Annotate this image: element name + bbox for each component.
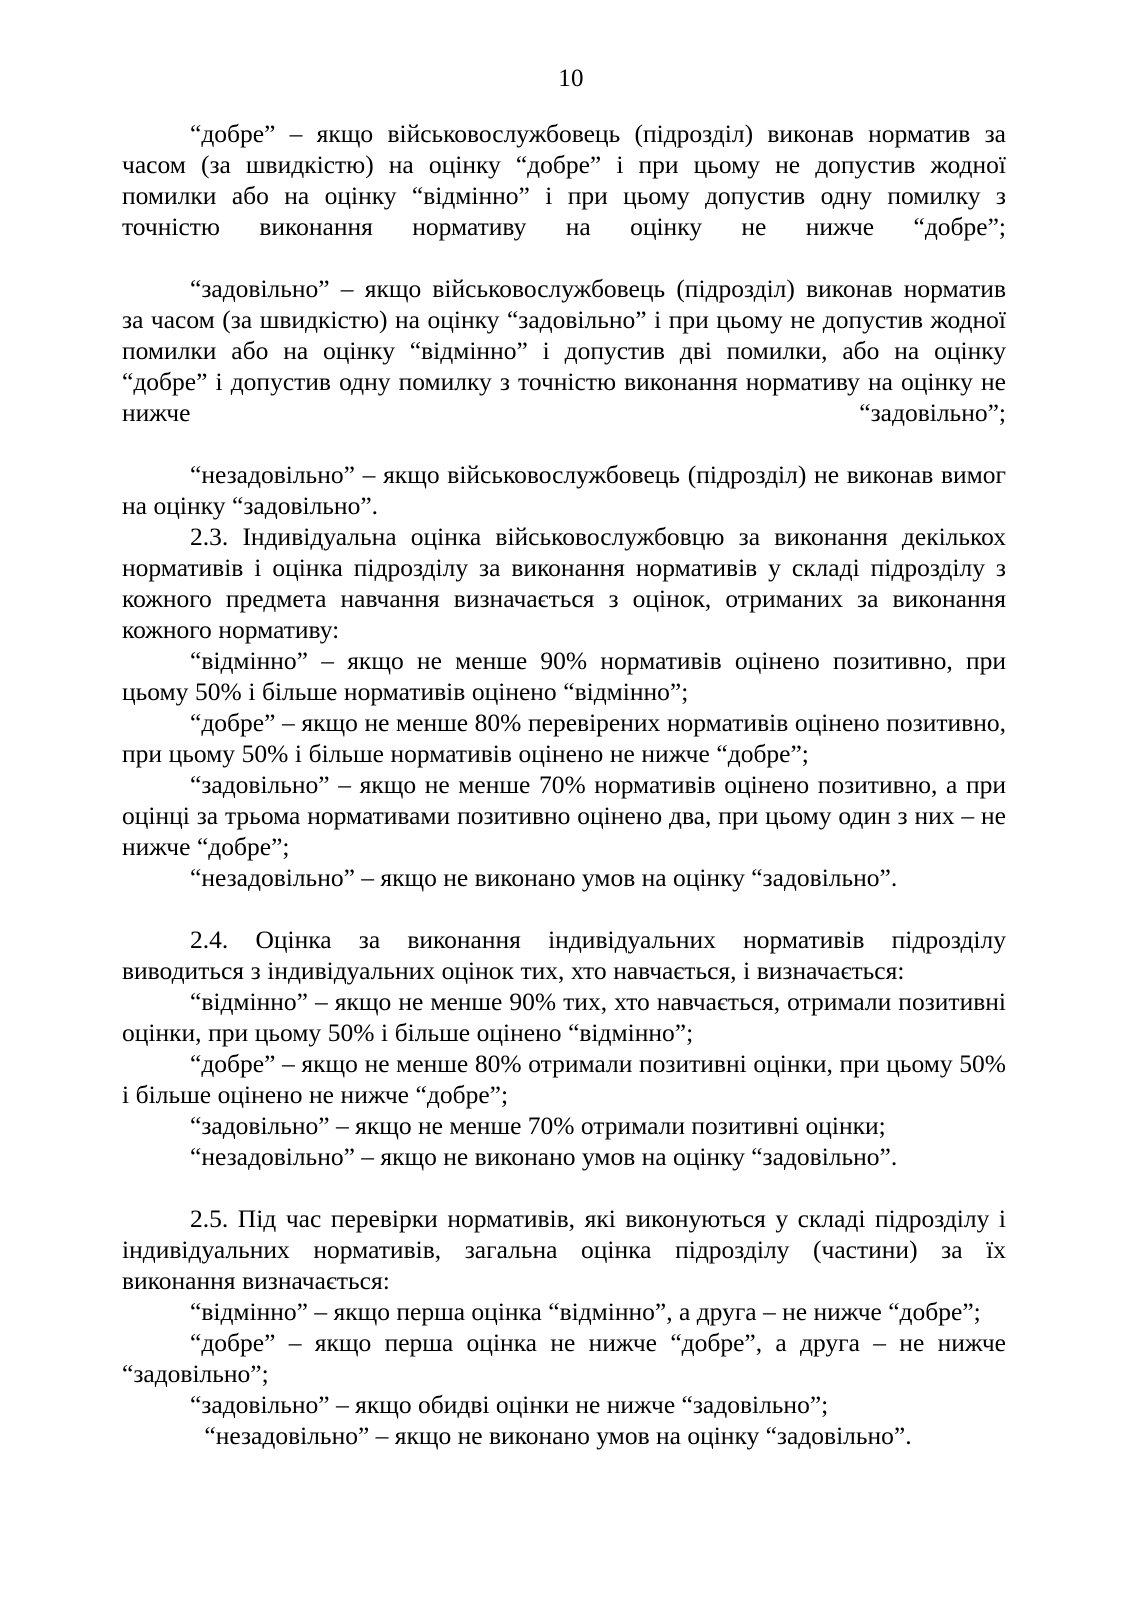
paragraph-2-3-nezadovilno: “незадовільно” – якщо не виконано умов на оцінку “задовільно”. [190,863,898,892]
paragraph-2-4-dobre: “добре” – якщо не менше 80% отримали позитивні оцінки, при цьому 50% і більше оцінено не нижче “добре”; [122,1049,1006,1109]
paragraph-section-2-5: 2.5. Під час перевірки нормативів, які виконуються у складі підрозділу і індивідуальних нормативів, загальна оцінка підрозділу (частини) за їх виконання визначається: [122,1204,1006,1295]
paragraph-zadovilno-time-criteria: “задовільно” – якщо військовослужбовець (підрозділ) виконав норматив за часом (за швидкістю) на оцінку “задовільно” і при цьому не допустив жодної помилки або на оцінку “відмінно” і допустив дві помилки, або на оцінку “добре” і допустив одну помилку з точністю виконання нормативу на оцінку не нижче “задовільно”; [122,274,1006,427]
paragraph-2-4-vidminno: “відмінно” – якщо не менше 90% тих, хто навчається, отримали позитивні оцінки, при цьому 50% і більше оцінено “відмінно”; [122,987,1006,1047]
paragraph-section-2-4: 2.4. Оцінка за виконання індивідуальних нормативів підрозділу виводиться з індивідуальних оцінок тих, хто навчається, і визначається: [122,925,1006,985]
paragraph-2-5-dobre: “добре” – якщо перша оцінка не нижче “добре”, а друга – не нижче “задовільно”; [122,1328,1006,1388]
paragraph-2-3-vidminno: “відмінно” – якщо не менше 90% нормативів оцінено позитивно, при цьому 50% і більше нормативів оцінено “відмінно”; [122,646,1006,706]
paragraph-nezadovilno-time-criteria: “незадовільно” – якщо військовослужбовець (підрозділ) не виконав вимог на оцінку “задовільно”. [122,460,1006,520]
paragraph-section-2-3: 2.3. Індивідуальна оцінка військовослужбовцю за виконання декількох нормативів і оцінка підрозділу за виконання нормативів у складі підрозділу з кожного предмета навчання визначається з оцінок, отриманих за виконання кожного нормативу: [122,522,1006,644]
page-number: 10 [558,65,584,92]
paragraph-2-5-zadovilno: “задовільно” – якщо обидві оцінки не нижче “задовільно”; [190,1390,829,1419]
document-body [122,118,1006,1451]
paragraph-2-4-nezadovilno: “незадовільно” – якщо не виконано умов на оцінку “задовільно”. [190,1142,898,1171]
paragraph-dobre-time-criteria: “добре” – якщо військовослужбовець (підрозділ) виконав норматив за часом (за швидкістю) на оцінку “добре” і при цьому не допустив жодної помилки або на оцінку “відмінно” і при цьому допустив одну помилку з точністю виконання нормативу на оцінку не нижче “добре”; [122,119,1006,241]
paragraph-spacer [122,1172,1006,1203]
paragraph-2-5-vidminno: “відмінно” – якщо перша оцінка “відмінно”, а друга – не нижче “добре”; [190,1297,981,1326]
paragraph-2-4-zadovilno: “задовільно” – якщо не менше 70% отримали позитивні оцінки; [190,1111,886,1140]
paragraph-2-5-nezadovilno: “незадовільно” – якщо не виконано умов на оцінку “задовільно”. [198,1421,912,1450]
paragraph-spacer [122,893,1006,924]
paragraph-2-3-zadovilno: “задовільно” – якщо не менше 70% нормативів оцінено позитивно, а при оцінці за трьома нормативами позитивно оцінено два, при цьому один з них – не нижче “добре”; [122,770,1006,861]
paragraph-2-3-dobre: “добре” – якщо не менше 80% перевірених нормативів оцінено позитивно, при цьому 50% і більше нормативів оцінено не нижче “добре”; [122,708,1006,768]
